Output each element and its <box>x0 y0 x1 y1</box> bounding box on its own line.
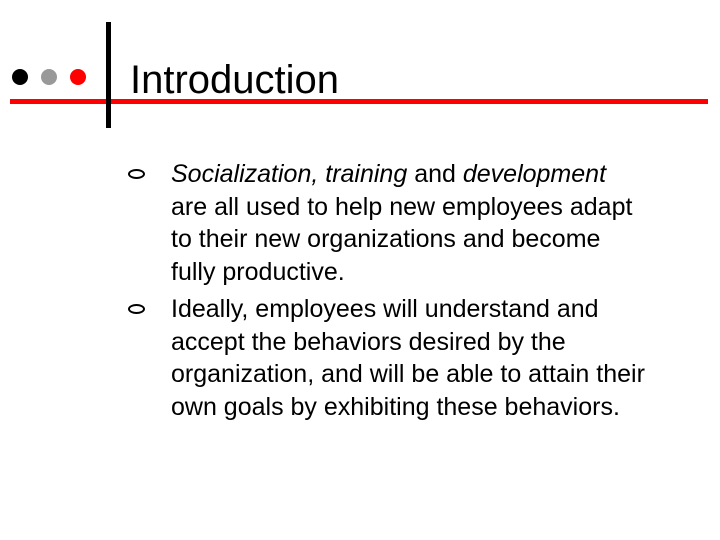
bullet-item <box>128 293 648 423</box>
bullet-text: Ideally, employees will understand and accept the behaviors desired by the organization, and will be able to attain their own goals by exhibiting these behaviors. <box>171 295 645 421</box>
dark-dot-decoration <box>12 69 28 85</box>
red-dot-decoration <box>70 69 86 85</box>
grey-dot-decoration <box>41 69 57 85</box>
bullet-item <box>128 158 648 288</box>
bullet-list <box>128 158 648 428</box>
bullet-text-italic: Socialization, training <box>171 160 408 188</box>
bullet-text-italic: development <box>462 160 607 188</box>
title-vertical-rule <box>106 22 111 128</box>
title-underline-rule <box>10 99 708 104</box>
bullet-text <box>171 160 632 286</box>
bullet-text-normal: are all used to help new employees adapt to their new organizations and become fully productive. <box>171 192 633 286</box>
ring-bullet-icon <box>128 304 145 314</box>
slide-title: Introduction <box>130 58 340 102</box>
bullet-text-normal: and <box>407 160 463 188</box>
ring-bullet-icon <box>128 169 145 179</box>
